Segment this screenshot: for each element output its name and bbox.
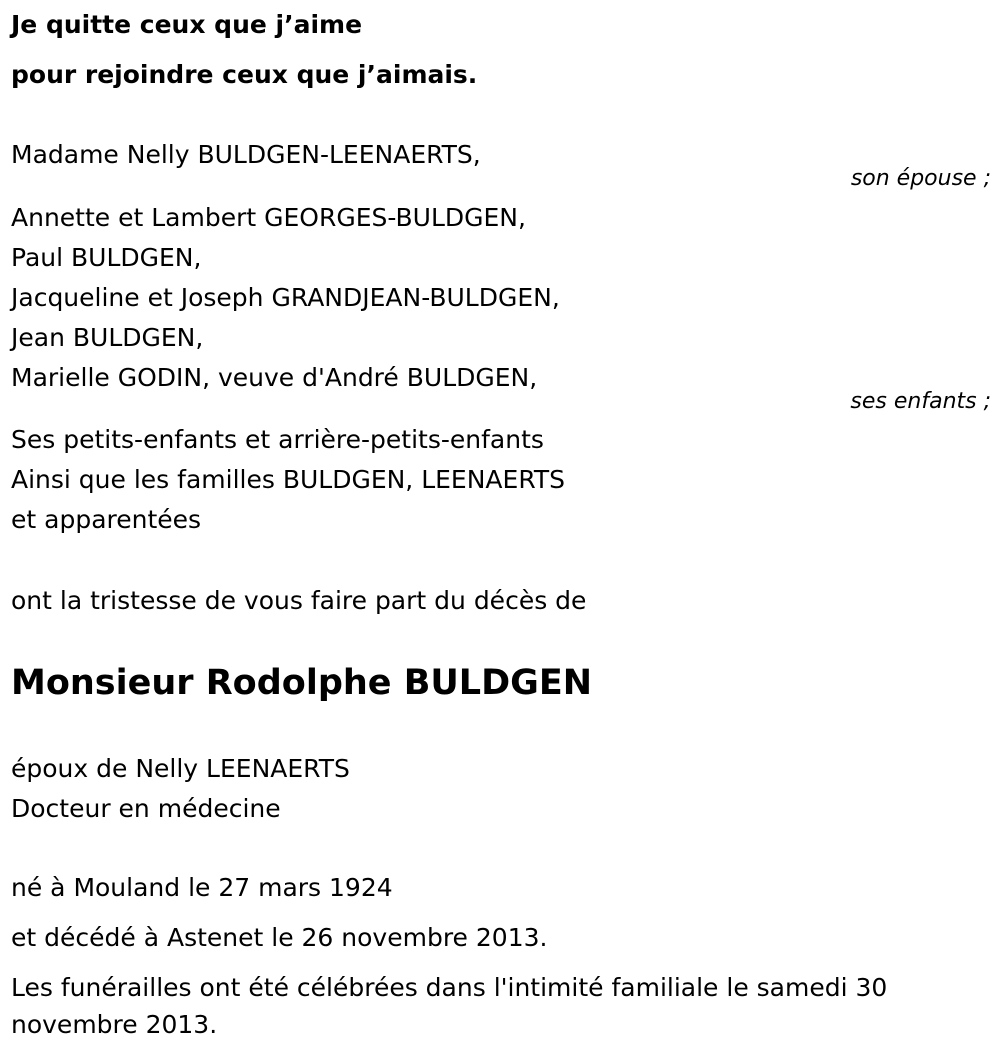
funeral-text: Les funérailles ont été célébrées dans l'intimité familiale le samedi 30 novembre 2013.	[11, 973, 888, 1039]
child-name-2: Paul BULDGEN,	[11, 243, 202, 272]
deceased-name: Monsieur Rodolphe BULDGEN	[11, 663, 593, 703]
family-line-3: et apparentées	[11, 505, 202, 534]
child-name-4: Jean BULDGEN,	[11, 323, 204, 352]
child-name-1: Annette et Lambert GEORGES-BULDGEN,	[11, 203, 526, 232]
epigraph-line-2: pour rejoindre ceux que j’aimais.	[11, 60, 478, 89]
birth-line: né à Mouland le 27 mars 1924	[11, 873, 393, 902]
deceased-profession: Docteur en médecine	[11, 794, 281, 823]
announcement: ont la tristesse de vous faire part du décès de	[11, 586, 587, 615]
spouse-name: Madame Nelly BULDGEN-LEENAERTS,	[11, 140, 481, 169]
family-line-1: Ses petits-enfants et arrière-petits-enfants	[11, 425, 544, 454]
child-name-3: Jacqueline et Joseph GRANDJEAN-BULDGEN,	[11, 283, 560, 312]
child-name-5: Marielle GODIN, veuve d'André BULDGEN,	[11, 363, 538, 392]
spouse-role: son épouse ;	[850, 166, 991, 191]
family-line-2: Ainsi que les familles BULDGEN, LEENAERTS	[11, 465, 566, 494]
epigraph-line-1: Je quitte ceux que j’aime	[11, 10, 363, 39]
death-line: et décédé à Astenet le 26 novembre 2013.	[11, 923, 548, 952]
deceased-spouse: époux de Nelly LEENAERTS	[11, 754, 350, 783]
children-role: ses enfants ;	[850, 389, 991, 414]
